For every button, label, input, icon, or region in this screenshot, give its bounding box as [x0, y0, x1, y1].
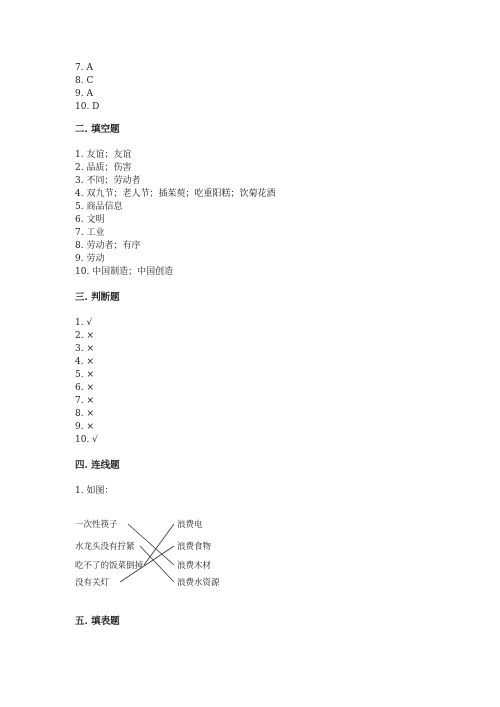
section-title-table: 五. 填表题 — [75, 616, 120, 627]
judge-answer-2: 2. × — [75, 331, 94, 341]
match-line-chopsticks-wood — [128, 524, 174, 565]
judge-answer-7: 7. × — [75, 396, 94, 406]
fill-answer-8: 8. 劳动者；有序 — [75, 241, 141, 251]
judge-answer-6: 6. × — [75, 383, 94, 393]
judge-answer-4: 4. × — [75, 357, 94, 367]
match-right-1: 浪费电 — [177, 520, 203, 530]
choice-answer-8: 8. C — [75, 76, 94, 86]
judge-answer-3: 3. × — [75, 344, 94, 354]
fill-answer-2: 2. 品质；伤害 — [75, 163, 132, 173]
choice-answer-10: 10. D — [75, 102, 100, 112]
match-right-2: 浪费食物 — [177, 542, 212, 552]
match-left-3: 吃不了的饭菜倒掉 — [75, 561, 144, 571]
fill-answer-4: 4. 双九节；老人节；插茱萸；吃重阳糕；饮菊花酒 — [75, 189, 276, 199]
fill-answer-3: 3. 不同；劳动者 — [75, 176, 141, 186]
matching-figure — [72, 514, 232, 590]
fill-answer-9: 9. 劳动 — [75, 254, 105, 264]
match-right-4: 浪费水资源 — [177, 578, 220, 588]
judge-answer-1: 1. √ — [75, 318, 93, 328]
section-title-fill-blank: 二. 填空题 — [75, 124, 120, 135]
fill-answer-6: 6. 文明 — [75, 215, 105, 225]
judge-answer-8: 8. × — [75, 409, 94, 419]
match-left-4: 没有关灯 — [75, 578, 110, 588]
judge-answer-5: 5. × — [75, 370, 94, 380]
fill-answer-1: 1. 友谊；友谊 — [75, 150, 132, 160]
section-title-true-false: 三. 判断题 — [75, 292, 120, 303]
match-left-2: 水龙头没有拧紧 — [75, 542, 135, 552]
fill-answer-5: 5. 商品信息 — [75, 202, 123, 212]
fill-answer-7: 7. 工业 — [75, 228, 105, 238]
match-right-3: 浪费木材 — [177, 561, 212, 571]
choice-answer-9: 9. A — [75, 89, 93, 99]
fill-answer-10: 10. 中国制造；中国创造 — [75, 267, 174, 277]
section-title-matching: 四. 连线题 — [75, 460, 120, 471]
judge-answer-9: 9. × — [75, 422, 94, 432]
matching-intro: 1. 如图： — [75, 486, 114, 496]
match-line-food-waste — [144, 524, 174, 565]
match-left-1: 一次性筷子 — [75, 520, 118, 530]
judge-answer-10: 10. √ — [75, 435, 98, 445]
choice-answer-7: 7. A — [75, 63, 93, 73]
